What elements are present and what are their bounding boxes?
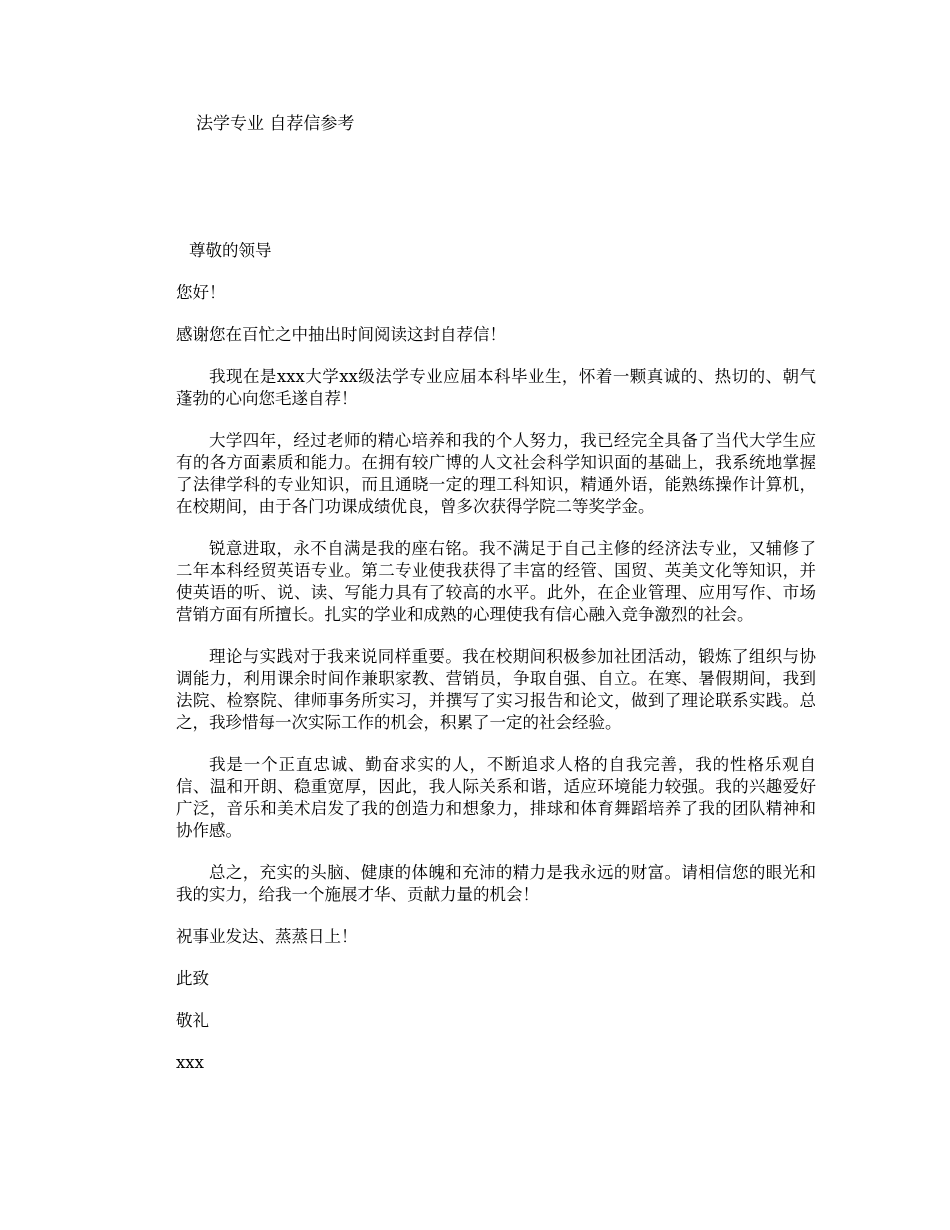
letter-body [176,240,816,1074]
paragraph-practice: 理论与实践对于我来说同样重要。我在校期间积极参加社团活动，锻炼了组织与协调能力，利用课余时间作兼职家教、营销员，争取自强、自立。在寒、暑假期间，我到法院、检察院、律师事务所实习，并撰写了实习报告和论文，做到了理论联系实践。总之，我珍惜每一次实际工作的机会，积累了一定的社会经验。 [176,647,816,732]
paragraph-intro: 我现在是xxx大学xx级法学专业应届本科毕业生，怀着一颗真诚的、热切的、朝气蓬勃的心向您毛遂自荐！ [176,367,816,408]
salutation: 尊敬的领导 [189,241,272,260]
paragraph-conclusion: 总之，充实的头脑、健康的体魄和充沛的精力是我永远的财富。请相信您的眼光和我的实力，给我一个施展才华、贡献力量的机会！ [176,863,816,904]
closing-line-1: 此致 [176,969,209,988]
document-title: 法学专业 自荐信参考 [196,114,355,134]
paragraph-education: 大学四年，经过老师的精心培养和我的个人努力，我已经完全具备了当代大学生应有的各方面素质和能力。在拥有较广博的人文社会科学知识面的基础上，我系统地掌握了法律学科的专业知识，而且通晓一定的理工科知识，精通外语，能熟练操作计算机，在校期间，由于各门功课成绩优良，曾多次获得学院二等奖学金。 [176,431,816,516]
thanks-line: 感谢您在百忙之中抽出时间阅读这封自荐信！ [176,325,506,344]
paragraph-personality: 我是一个正直忠诚、勤奋求实的人，不断追求人格的自我完善，我的性格乐观自信、温和开朗、稳重宽厚，因此，我人际关系和谐，适应环境能力较强。我的兴趣爱好广泛，音乐和美术启发了我的创造力和想象力，排球和体育舞蹈培养了我的团队精神和协作感。 [176,755,816,840]
wish-line: 祝事业发达、蒸蒸日上！ [176,927,358,946]
greeting: 您好！ [176,283,226,302]
closing-line-2: 敬礼 [176,1011,209,1030]
paragraph-motto: 锐意进取，永不自满是我的座右铭。我不满足于自己主修的经济法专业，又辅修了二年本科经贸英语专业。第二专业使我获得了丰富的经管、国贸、英美文化等知识，并使英语的听、说、读、写能力具有了较高的水平。此外，在企业管理、应用写作、市场营销方面有所擅长。扎实的学业和成熟的心理使我有信心融入竞争激烈的社会。 [176,539,816,624]
signature: xxx [176,1053,204,1072]
